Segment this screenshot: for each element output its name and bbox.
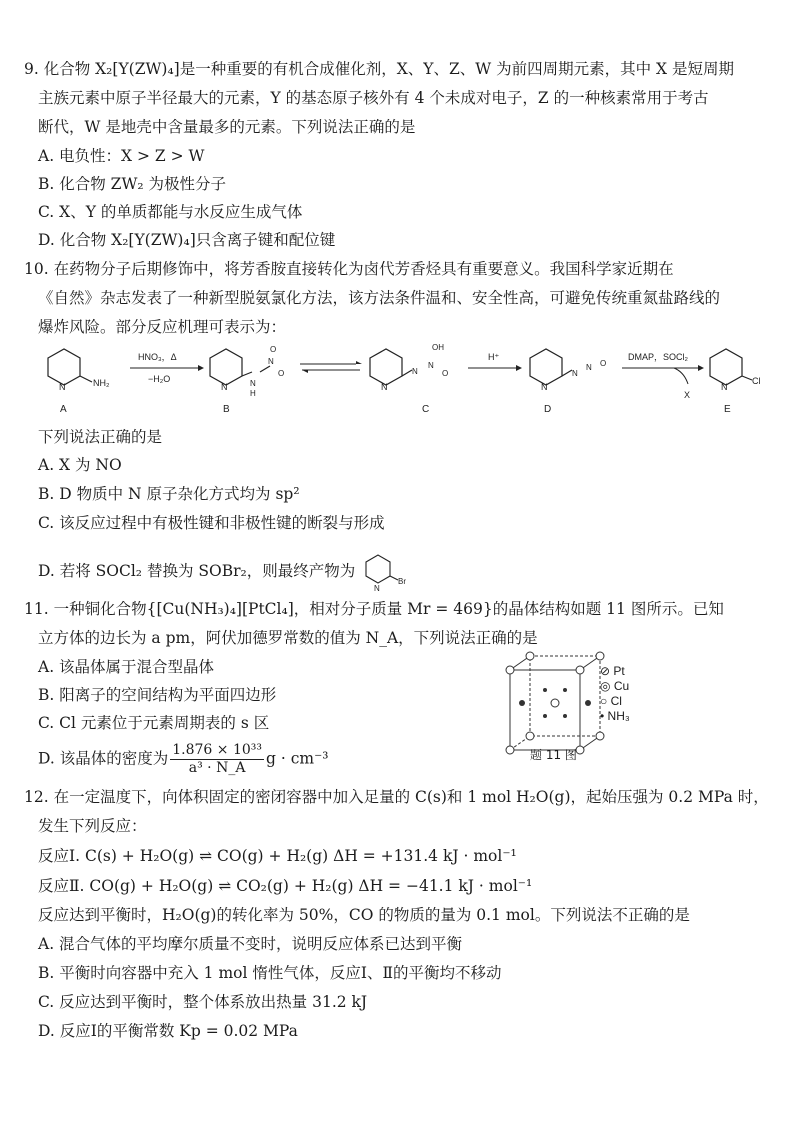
q9-stem-line3: 断代，W 是地壳中含量最多的元素。下列说法正确的是	[38, 118, 416, 136]
structure-d	[530, 349, 606, 392]
q10-stem-line3: 爆炸风险。部分反应机理可表示为：	[38, 318, 287, 336]
crystal-legend	[600, 664, 630, 724]
q10-option-c: C. 该反应过程中有极性键和非极性键的断裂与形成	[38, 514, 385, 532]
q10-option-b: B. D 物质中 N 原子杂化方式均为 sp²	[38, 485, 300, 503]
svg-text:O: O	[442, 369, 449, 378]
svg-text:OH: OH	[432, 343, 444, 352]
legend-cu: ◎ Cu	[600, 679, 630, 693]
label-d: D	[544, 404, 552, 415]
q10-option-a: A. X 为 NO	[38, 456, 122, 474]
label-c: C	[422, 404, 430, 415]
arrow3-reagent: H⁺	[488, 352, 500, 362]
svg-text:Cl: Cl	[752, 376, 761, 386]
reaction-mechanism-scheme	[38, 340, 778, 418]
svg-text:Br: Br	[398, 577, 407, 586]
q9-option-d: D. 化合物 X₂[Y(ZW)₄]只含离子键和配位键	[38, 231, 336, 249]
q12-stem-line3: 反应达到平衡时，H₂O(g)的转化率为 50%，CO 的物质的量为 0.1 mol。下列说法不正确的是	[38, 906, 690, 924]
q11-option-b: B. 阳离子的空间结构为平面四边形	[38, 686, 277, 704]
q11-option-d	[38, 742, 328, 777]
svg-text:N: N	[541, 382, 548, 392]
q11-option-d-prefix: D. 该晶体的密度为	[38, 749, 169, 768]
q11-stem-line2: 立方体的边长为 a pm，阿伏加德罗常数的值为 N_A，下列说法正确的是	[38, 629, 538, 647]
density-unit: g · cm⁻³	[265, 749, 329, 768]
structure-b	[210, 345, 284, 398]
svg-text:N: N	[586, 363, 592, 372]
structure-c	[370, 343, 448, 392]
q12-option-b: B. 平衡时向容器中充入 1 mol 惰性气体，反应Ⅰ、Ⅱ的平衡均不移动	[38, 964, 502, 982]
structure-a	[48, 349, 110, 392]
legend-nh3: • NH₃	[600, 709, 630, 723]
svg-text:N: N	[250, 379, 256, 388]
label-b: B	[223, 404, 230, 415]
svg-text:N: N	[59, 382, 66, 392]
label-e: E	[724, 404, 731, 415]
q9-stem-line1: 9. 化合物 X₂[Y(ZW)₄]是一种重要的有机合成催化剂，X、Y、Z、W 为前四周期元素，其中 X 是短周期	[24, 60, 735, 78]
q10-option-d-text: D. 若将 SOCl₂ 替换为 SOBr₂，则最终产物为	[38, 562, 356, 580]
svg-text:O: O	[270, 345, 277, 354]
q12-option-c: C. 反应达到平衡时，整个体系放出热量 31.2 kJ	[38, 993, 368, 1011]
svg-text:N: N	[374, 584, 380, 593]
arrow1-reagent: HNO₃，Δ	[138, 352, 177, 362]
figure-caption: 题 11 图	[530, 748, 577, 762]
svg-text:N: N	[428, 361, 434, 370]
q9-stem-line2: 主族元素中原子半径最大的元素，Y 的基态原子核外有 4 个未成对电子，Z 的一种核素常用于考古	[38, 89, 709, 107]
svg-text:H: H	[250, 389, 256, 398]
svg-text:N: N	[381, 382, 388, 392]
svg-text:O: O	[600, 359, 607, 368]
bromopyridine-structure	[360, 550, 418, 594]
q10-option-d	[38, 550, 418, 594]
q10-stem-line2: 《自然》杂志发表了一种新型脱氨氯化方法，该方法条件温和、安全性高，可避免传统重氮盐路线的	[38, 289, 721, 307]
density-denominator: a³ · N_A	[188, 760, 246, 776]
svg-text:O: O	[278, 369, 285, 378]
q9-option-c: C. X、Y 的单质都能与水反应生成气体	[38, 203, 303, 221]
svg-text:N: N	[721, 382, 728, 392]
q12-reaction-2: 反应Ⅱ. CO(g) + H₂O(g) ⇌ CO₂(g) + H₂(g) ΔH = −41.1 kJ · mol⁻¹	[38, 877, 533, 895]
legend-pt: ⊘ Pt	[600, 664, 625, 678]
svg-text:N: N	[221, 382, 228, 392]
label-a: A	[60, 404, 67, 415]
svg-text:N: N	[412, 367, 418, 376]
density-fraction	[170, 742, 264, 777]
q10-stem-line1: 10. 在药物分子后期修饰中，将芳香胺直接转化为卤代芳香烃具有重要意义。我国科学家近期在	[24, 260, 674, 278]
legend-cl: ○ Cl	[600, 694, 622, 708]
q12-option-a: A. 混合气体的平均摩尔质量不变时，说明反应体系已达到平衡	[38, 935, 463, 953]
svg-text:NH₂: NH₂	[93, 378, 110, 388]
arrow1-condition: −H₂O	[148, 374, 171, 384]
q11-option-a: A. 该晶体属于混合型晶体	[38, 658, 215, 676]
svg-text:N: N	[268, 357, 274, 366]
byproduct-x: X	[684, 390, 691, 400]
q10-question-stem: 下列说法正确的是	[38, 428, 163, 446]
arrow4-reagent: DMAP，SOCl₂	[628, 352, 688, 362]
q12-stem-line2: 发生下列反应：	[38, 817, 147, 835]
q12-option-d: D. 反应Ⅰ的平衡常数 Kp = 0.02 MPa	[38, 1022, 298, 1040]
structure-e	[710, 349, 761, 392]
q11-option-c: C. Cl 元素位于元素周期表的 s 区	[38, 714, 270, 732]
density-numerator: 1.876 × 10³³	[172, 742, 262, 758]
q12-stem-line1: 12. 在一定温度下，向体积固定的密闭容器中加入足量的 C(s)和 1 mol H₂O(g)，起始压强为 0.2 MPa 时，	[24, 788, 769, 806]
q12-reaction-1: 反应Ⅰ. C(s) + H₂O(g) ⇌ CO(g) + H₂(g) ΔH = +131.4 kJ · mol⁻¹	[38, 847, 517, 865]
q9-option-a: A. 电负性：X > Z > W	[38, 147, 205, 165]
svg-text:N: N	[572, 369, 578, 378]
q9-option-b: B. 化合物 ZW₂ 为极性分子	[38, 175, 227, 193]
q11-stem-line1: 11. 一种铜化合物{[Cu(NH₃)₄][PtCl₄]，相对分子质量 Mr = 469}的晶体结构如题 11 图所示。已知	[24, 600, 724, 618]
